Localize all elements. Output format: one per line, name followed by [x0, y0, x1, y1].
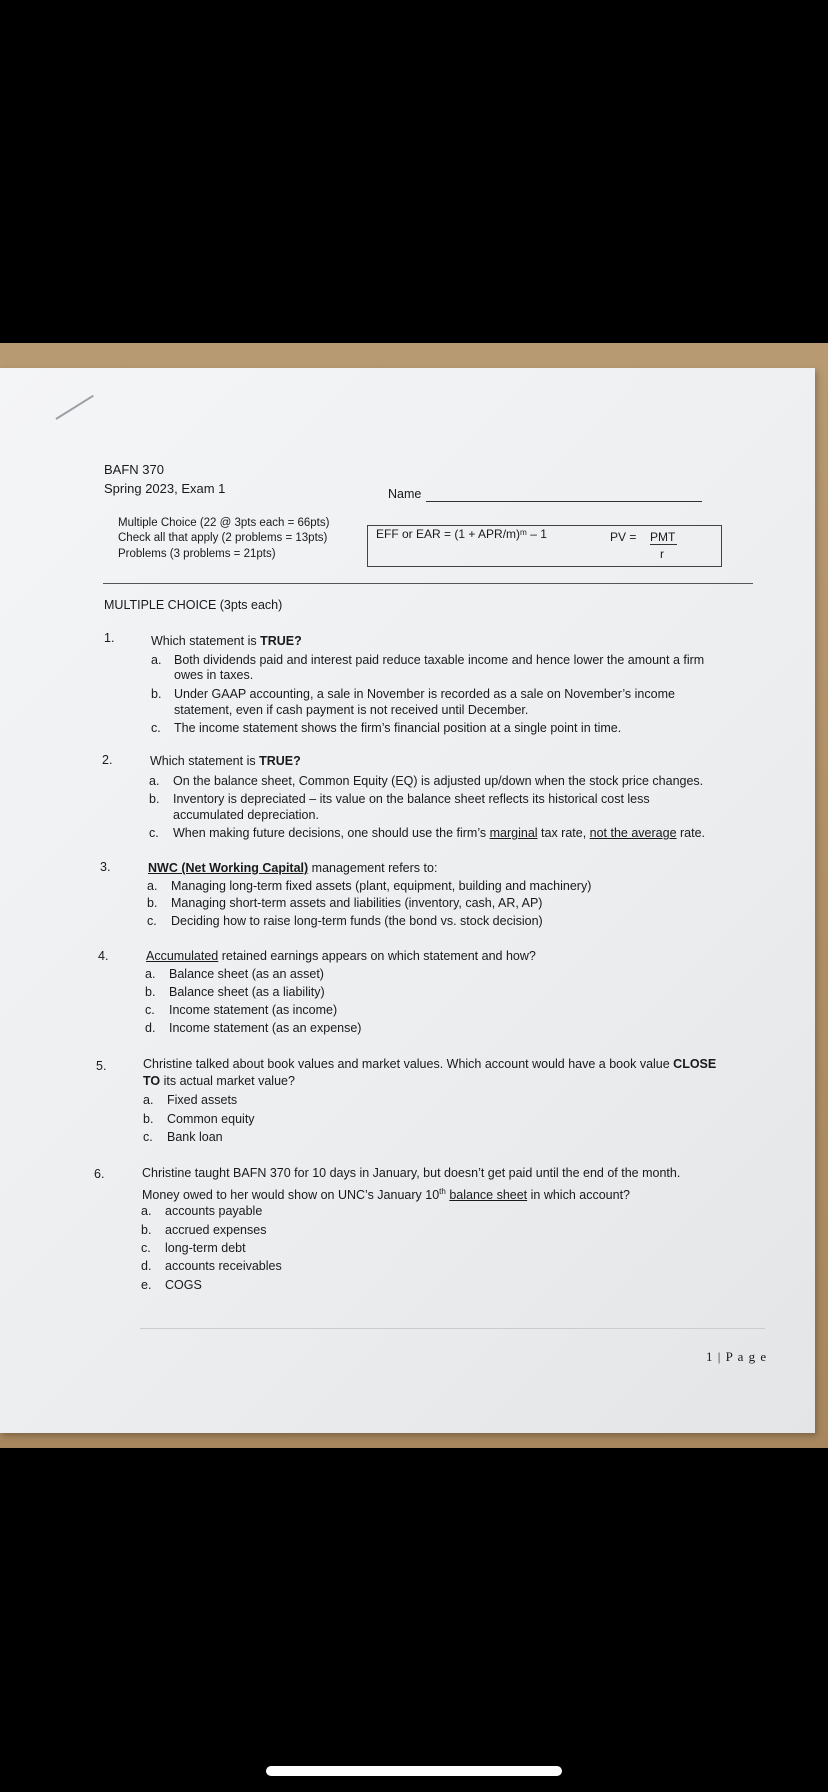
option-letter: e. [141, 1278, 152, 1292]
pv-formula-left: PV = [610, 530, 637, 544]
option-text: long-term debt [165, 1241, 246, 1255]
option-text: accumulated depreciation. [173, 808, 319, 822]
question-stem [151, 634, 302, 649]
option-letter: b. [149, 792, 160, 806]
option-letter: c. [143, 1130, 153, 1144]
option-text-part: When making future decisions, one should use the firm’s [173, 826, 490, 840]
pv-fraction-bar [650, 544, 677, 545]
option-text: Managing long-term fixed assets (plant, equipment, building and machinery) [171, 879, 592, 893]
exam-term: Spring 2023, Exam 1 [104, 481, 226, 496]
option-text: Fixed assets [167, 1093, 238, 1107]
option-letter: a. [143, 1093, 154, 1107]
pv-formula-denominator: r [660, 547, 664, 561]
option-text: COGS [165, 1278, 202, 1292]
option-letter: c. [145, 1003, 155, 1017]
option-letter: a. [147, 879, 158, 893]
option-text: The income statement shows the firm’s financial position at a single point in time. [174, 721, 622, 735]
header-rule [103, 583, 753, 584]
underlined-term: not the average [589, 826, 677, 840]
option-letter: d. [145, 1021, 156, 1035]
option-text-part: rate. [676, 826, 706, 840]
home-indicator[interactable] [266, 1766, 562, 1776]
option-letter: b. [143, 1112, 154, 1126]
stem-text: Christine talked about book values and market values. Which account would have a book value [143, 1057, 674, 1071]
stem-underlined: balance sheet [449, 1188, 528, 1203]
course-title: BAFN 370 [104, 462, 164, 477]
option-letter: a. [151, 653, 162, 667]
option-text: accounts receivables [165, 1259, 282, 1273]
footer-rule [140, 1328, 765, 1329]
stem-text: in which account? [527, 1188, 630, 1203]
option-text: Under GAAP accounting, a sale in November is recorded as a sale on November’s income [174, 687, 675, 701]
question-number: 6. [94, 1167, 105, 1181]
option-text: owes in taxes. [174, 668, 254, 682]
question-stem [143, 1074, 295, 1089]
stem-emphasis: TRUE? [260, 634, 302, 648]
option-text: Bank loan [167, 1130, 223, 1144]
question-stem: Christine taught BAFN 370 for 10 days in January, but doesn’t get paid until the end of the month. [142, 1166, 681, 1180]
stem-text: management refers to: [308, 861, 438, 875]
name-label: Name [388, 487, 422, 501]
option-text: Inventory is depreciated – its value on the balance sheet reflects its historical cost less [173, 792, 650, 806]
question-number: 2. [102, 753, 113, 767]
option-text: Balance sheet (as an asset) [169, 967, 324, 981]
option-letter: a. [141, 1204, 152, 1218]
option-letter: c. [149, 826, 159, 840]
question-stem [150, 754, 301, 769]
question-number: 4. [98, 949, 109, 963]
scoring-line: Multiple Choice (22 @ 3pts each = 66pts) [118, 517, 330, 529]
option-letter: d. [141, 1259, 152, 1273]
stem-underlined: Accumulated [146, 949, 219, 963]
question-stem [148, 861, 437, 876]
option-text: Income statement (as an expense) [169, 1021, 362, 1035]
question-number: 5. [96, 1059, 107, 1073]
stem-text: retained earnings appears on which statement and how? [218, 949, 536, 963]
name-line [426, 501, 702, 502]
option-text-part: tax rate, [537, 826, 590, 840]
option-letter: c. [151, 721, 161, 735]
question-stem [146, 949, 536, 964]
option-text: Balance sheet (as a liability) [169, 985, 325, 999]
question-stem [142, 1184, 630, 1203]
option-text: Income statement (as income) [169, 1003, 338, 1017]
pv-formula-numerator: PMT [650, 530, 676, 544]
question-stem [143, 1057, 716, 1072]
superscript: th [439, 1187, 446, 1196]
question-number: 1. [104, 631, 115, 645]
question-number: 3. [100, 860, 111, 874]
option-letter: a. [149, 774, 160, 788]
option-text [173, 826, 705, 841]
option-text: Both dividends paid and interest paid reduce taxable income and hence lower the amount a firm [174, 653, 705, 667]
option-text: accounts payable [165, 1204, 263, 1218]
ear-formula: EFF or EAR = (1 + APR/m)ᵐ – 1 [376, 527, 547, 541]
stem-text: Money owed to her would show on UNC’s January 10 [142, 1188, 440, 1203]
underlined-term: marginal [489, 826, 538, 840]
scoring-line: Problems (3 problems = 21pts) [118, 548, 276, 560]
option-letter: b. [147, 896, 158, 910]
option-letter: b. [151, 687, 162, 701]
option-text: statement, even if cash payment is not received until December. [174, 703, 529, 717]
option-letter: a. [145, 967, 156, 981]
option-text: Deciding how to raise long-term funds (the bond vs. stock decision) [171, 914, 543, 928]
stem-text: Which statement is [151, 634, 261, 648]
stem-emphasis: CLOSE [673, 1057, 717, 1071]
option-letter: c. [141, 1241, 151, 1255]
page-number: 1 | P a g e [706, 1349, 768, 1364]
option-text: On the balance sheet, Common Equity (EQ) is adjusted up/down when the stock price changes. [173, 774, 704, 788]
option-text: Common equity [167, 1112, 255, 1126]
stem-text: Which statement is [150, 754, 260, 768]
stem-underlined: NWC (Net Working Capital) [148, 861, 309, 875]
option-text: Managing short-term assets and liabilities (inventory, cash, AR, AP) [171, 896, 543, 910]
option-letter: b. [145, 985, 156, 999]
section-title: MULTIPLE CHOICE (3pts each) [104, 598, 283, 612]
scoring-line: Check all that apply (2 problems = 13pts) [118, 532, 328, 544]
stem-emphasis: TO [143, 1074, 161, 1088]
option-letter: b. [141, 1223, 152, 1237]
option-letter: c. [147, 914, 157, 928]
stem-text: its actual market value? [160, 1074, 295, 1088]
stem-emphasis: TRUE? [259, 754, 301, 768]
option-text: accrued expenses [165, 1223, 267, 1237]
